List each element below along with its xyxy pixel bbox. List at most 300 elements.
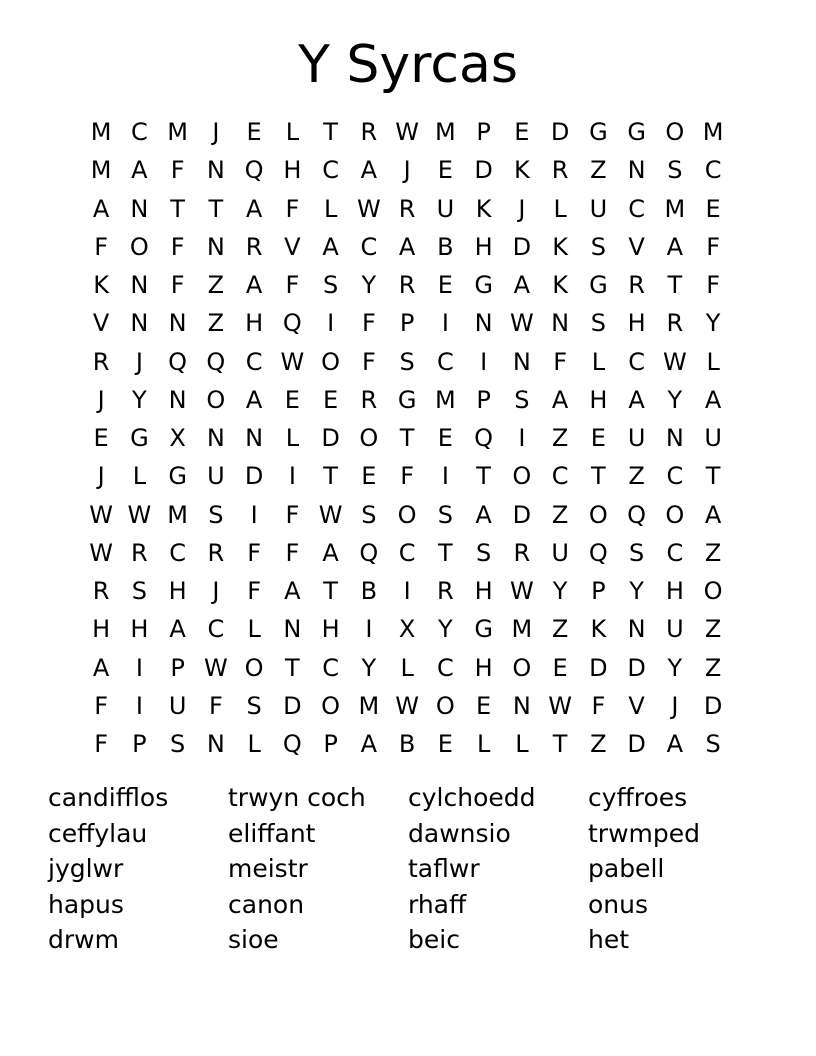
grid-letter: O (321, 347, 341, 376)
grid-letter: M (511, 615, 533, 644)
grid-letter: A (245, 385, 263, 414)
grid-letter: O (206, 385, 226, 414)
grid-letter: U (436, 194, 455, 223)
word-list (48, 780, 788, 958)
word-list-item: beic (408, 925, 460, 954)
grid-letter: A (245, 194, 263, 223)
grid-letter: O (703, 577, 723, 606)
grid-letter: H (245, 309, 264, 338)
grid-letter: T (285, 653, 300, 682)
grid-letter: C (245, 347, 263, 376)
grid-letter: A (322, 232, 339, 261)
grid-letter: C (551, 462, 569, 491)
grid-letter: G (589, 271, 608, 300)
grid-letter: J (97, 385, 105, 414)
word-list-item: meistr (228, 854, 308, 883)
grid-letter: M (358, 691, 380, 720)
grid-letter: N (283, 615, 302, 644)
grid-letter: K (475, 194, 492, 223)
grid-letter: G (627, 118, 646, 147)
word-list-item: sioe (228, 925, 279, 954)
grid-letter: P (476, 118, 491, 147)
grid-letter: D (321, 424, 340, 453)
grid-letter: S (170, 730, 186, 759)
grid-letter: R (360, 118, 378, 147)
grid-letter: H (321, 615, 340, 644)
grid-letter: N (551, 309, 570, 338)
grid-letter: N (130, 194, 149, 223)
grid-letter: N (206, 424, 225, 453)
grid-letter: F (170, 232, 185, 261)
word-list-item: canon (228, 889, 305, 919)
grid-letter: K (514, 156, 530, 185)
grid-letter: L (132, 462, 147, 491)
grid-letter: D (589, 653, 608, 682)
word-list-item: eliffant (228, 818, 316, 848)
grid-letter: N (474, 309, 493, 338)
grid-letter: G (474, 615, 493, 644)
grid-letter: I (403, 577, 411, 606)
grid-letter: O (588, 500, 608, 529)
grid-letter: Z (704, 615, 722, 644)
grid-letter: A (513, 271, 531, 300)
grid-letter: C (322, 156, 339, 185)
grid-letter: J (135, 347, 143, 376)
grid-letter: U (207, 462, 225, 491)
grid-letter: Q (244, 156, 264, 185)
grid-letter: W (548, 691, 572, 720)
grid-letter: R (131, 538, 148, 567)
word-list-item: dawnsio (408, 818, 511, 848)
grid-letter: O (435, 691, 455, 720)
grid-letter: I (365, 615, 373, 644)
grid-letter: F (170, 271, 185, 300)
grid-letter: I (441, 309, 449, 338)
word-list-item: candifflos (48, 783, 169, 812)
grid-letter: R (666, 309, 684, 338)
grid-letter: L (247, 615, 261, 644)
grid-letter: L (706, 347, 720, 376)
grid-letter: C (322, 653, 339, 682)
grid-letter: Q (282, 309, 302, 338)
grid-letter: E (437, 424, 453, 453)
grid-letter: W (89, 500, 113, 529)
grid-letter: N (665, 424, 684, 453)
grid-letter: E (284, 385, 300, 414)
grid-letter: G (168, 462, 187, 491)
grid-letter: B (398, 730, 416, 759)
grid-letter: F (361, 309, 376, 338)
grid-letter: D (550, 118, 570, 147)
grid-letter: W (357, 194, 381, 223)
grid-letter: D (244, 462, 264, 491)
grid-letter: A (131, 156, 148, 185)
grid-letter: J (212, 577, 220, 606)
grid-letter: F (94, 691, 109, 720)
grid-letter: R (245, 232, 263, 261)
grid-letter: Y (361, 271, 377, 300)
grid-letter: N (206, 730, 225, 759)
grid-letter: S (590, 309, 606, 338)
grid-letter: A (398, 232, 416, 261)
grid-letter: A (169, 615, 186, 644)
word-list-item: cyffroes (588, 783, 688, 812)
grid-letter: D (474, 156, 493, 185)
grid-letter: W (318, 500, 343, 529)
grid-letter: F (400, 462, 415, 491)
grid-letter: I (441, 462, 449, 491)
grid-letter: N (206, 156, 225, 185)
grid-letter: O (359, 424, 379, 453)
grid-letter: S (399, 347, 415, 376)
grid-letter: F (591, 691, 606, 720)
grid-letter: C (628, 194, 645, 223)
page-title: Y Syrcas (298, 35, 518, 95)
grid-letter: K (552, 232, 568, 261)
grid-letter: D (703, 691, 723, 720)
grid-letter: N (168, 385, 187, 414)
grid-letter: R (437, 577, 454, 606)
grid-letter: T (476, 462, 491, 491)
grid-letter: F (361, 347, 376, 376)
grid-letter: S (514, 385, 530, 414)
grid-letter: F (247, 538, 262, 567)
grid-letter: L (285, 118, 300, 147)
grid-letter: Y (705, 309, 721, 338)
grid-letter: F (285, 271, 300, 300)
grid-letter: I (288, 462, 296, 491)
grid-letter: C (436, 347, 454, 376)
grid-letter: L (553, 194, 567, 223)
grid-letter: Q (359, 538, 379, 567)
grid-letter: T (323, 462, 338, 491)
grid-letter: B (360, 577, 378, 606)
grid-letter: F (285, 194, 300, 223)
grid-letter: R (398, 271, 416, 300)
grid-letter: H (589, 385, 608, 414)
grid-letter: V (284, 232, 301, 261)
grid-letter: R (398, 194, 416, 223)
grid-letter: G (474, 271, 493, 300)
grid-letter: N (512, 347, 531, 376)
grid-letter: L (400, 653, 414, 682)
grid-letter: Q (474, 424, 494, 453)
grid-letter: N (130, 271, 149, 300)
grid-letter: J (97, 462, 105, 491)
grid-letter: P (170, 653, 185, 682)
grid-letter: A (704, 500, 722, 529)
grid-letter: H (283, 156, 302, 185)
grid-letter: M (90, 156, 112, 185)
grid-letter: H (168, 577, 187, 606)
grid-letter: C (207, 615, 225, 644)
grid-letter: M (167, 118, 188, 147)
grid-letter: O (665, 118, 685, 147)
grid-letter: A (360, 156, 378, 185)
grid-letter: S (437, 500, 453, 529)
grid-letter: U (551, 538, 569, 567)
grid-letter: Z (551, 424, 569, 453)
grid-letter: M (664, 194, 686, 223)
grid-letter: A (284, 577, 301, 606)
grid-letter: N (627, 156, 646, 185)
grid-letter: Y (667, 653, 683, 682)
grid-letter: U (627, 424, 646, 453)
grid-letter: Q (627, 500, 647, 529)
word-list-item: drwm (48, 925, 119, 954)
grid-letter: N (130, 309, 149, 338)
grid-letter: F (247, 577, 262, 606)
grid-letter: O (512, 462, 532, 491)
grid-letter: Z (551, 500, 569, 529)
grid-letter: W (395, 691, 419, 720)
grid-letter: N (206, 232, 225, 261)
word-list-item: hapus (48, 889, 124, 919)
grid-letter: G (397, 385, 417, 414)
grid-letter: U (704, 424, 722, 453)
grid-letter: T (170, 194, 185, 223)
grid-letter: I (480, 347, 488, 376)
grid-letter: N (627, 615, 646, 644)
grid-letter: C (436, 653, 454, 682)
word-list-item: rhaff (408, 889, 467, 919)
grid-letter: O (129, 232, 149, 261)
grid-letter: W (510, 309, 534, 338)
grid-letter: Z (590, 730, 607, 759)
grid-letter: F (208, 691, 223, 720)
grid-letter: H (474, 232, 493, 261)
grid-letter: O (244, 653, 264, 682)
grid-letter: P (591, 577, 606, 606)
grid-letter: C (666, 538, 684, 567)
grid-letter: I (135, 653, 143, 682)
grid-letter: J (671, 691, 679, 720)
grid-letter: V (628, 691, 645, 720)
grid-letter: I (327, 309, 335, 338)
grid-letter: V (628, 232, 645, 261)
grid-letter: S (208, 500, 224, 529)
grid-letter: L (476, 730, 491, 759)
grid-letter: P (132, 730, 147, 759)
grid-letter: D (283, 691, 302, 720)
letter-grid (82, 113, 732, 763)
grid-letter: K (552, 271, 568, 300)
grid-letter: T (552, 730, 568, 759)
grid-letter: X (169, 424, 186, 453)
grid-letter: R (513, 538, 531, 567)
grid-letter: R (207, 538, 225, 567)
grid-letter: V (92, 309, 110, 338)
grid-letter: A (92, 194, 110, 223)
grid-letter: A (551, 385, 569, 414)
word-list-item: taflwr (408, 854, 480, 883)
grid-letter: T (591, 462, 606, 491)
grid-letter: E (323, 385, 339, 414)
grid-letter: R (551, 156, 569, 185)
grid-letter: T (705, 462, 721, 491)
grid-letter: T (399, 424, 415, 453)
grid-letter: N (245, 424, 264, 453)
grid-letter: W (663, 347, 687, 376)
grid-letter: B (437, 232, 454, 261)
grid-letter: S (361, 500, 377, 529)
grid-letter: X (398, 615, 416, 644)
grid-letter: Y (132, 385, 147, 414)
grid-letter: T (667, 271, 683, 300)
grid-letter: L (591, 347, 606, 376)
grid-letter: D (627, 653, 646, 682)
grid-letter: F (553, 347, 568, 376)
grid-letter: S (323, 271, 339, 300)
grid-letter: E (93, 424, 109, 453)
grid-letter: O (665, 500, 685, 529)
grid-letter: L (323, 194, 338, 223)
grid-letter: W (204, 653, 228, 682)
grid-letter: H (130, 615, 149, 644)
grid-letter: O (397, 500, 417, 529)
grid-letter: H (665, 577, 684, 606)
grid-letter: Z (704, 653, 722, 682)
grid-letter: Q (588, 538, 608, 567)
grid-letter: O (321, 691, 341, 720)
grid-letter: H (627, 309, 646, 338)
grid-letter: F (170, 156, 185, 185)
grid-letter: M (90, 118, 112, 147)
grid-letter: W (510, 577, 534, 606)
word-list-item: jyglwr (48, 854, 124, 883)
grid-letter: K (93, 271, 109, 300)
grid-letter: W (395, 118, 419, 147)
grid-letter: G (130, 424, 149, 453)
grid-letter: L (515, 730, 529, 759)
grid-letter: Y (667, 385, 683, 414)
grid-letter: W (89, 538, 113, 567)
grid-letter: S (629, 538, 645, 567)
grid-letter: Q (206, 347, 226, 376)
grid-letter: I (518, 424, 526, 453)
word-list-item: cylchoedd (408, 783, 536, 812)
grid-letter: T (208, 194, 224, 223)
grid-letter: Q (282, 730, 302, 759)
grid-letter: P (476, 385, 491, 414)
grid-letter: S (131, 577, 147, 606)
grid-letter: W (280, 347, 305, 376)
grid-letter: K (590, 615, 607, 644)
grid-letter: M (435, 385, 456, 414)
grid-letter: Y (629, 577, 644, 606)
grid-letter: M (435, 118, 456, 147)
grid-letter: E (552, 653, 568, 682)
grid-letter: Q (168, 347, 188, 376)
grid-letter: D (627, 730, 646, 759)
grid-letter: Z (551, 615, 569, 644)
grid-letter: W (127, 500, 152, 529)
grid-letter: F (94, 232, 109, 261)
grid-letter: S (667, 156, 683, 185)
grid-letter: T (323, 577, 338, 606)
grid-letter: G (589, 118, 608, 147)
grid-letter: E (476, 691, 492, 720)
grid-letter: I (135, 691, 143, 720)
grid-letter: M (167, 500, 188, 529)
grid-letter: A (704, 385, 722, 414)
grid-letter: C (704, 156, 722, 185)
grid-letter: M (702, 118, 724, 147)
grid-letter: A (245, 271, 263, 300)
grid-letter: P (323, 730, 338, 759)
grid-letter: E (437, 271, 453, 300)
grid-letter: S (476, 538, 492, 567)
grid-letter: C (169, 538, 186, 567)
grid-letter: S (246, 691, 262, 720)
grid-letter: U (589, 194, 608, 223)
grid-letter: A (322, 538, 339, 567)
grid-letter: Z (207, 309, 225, 338)
grid-letter: A (666, 232, 684, 261)
grid-letter: E (514, 118, 530, 147)
grid-letter: L (247, 730, 261, 759)
grid-letter: E (361, 462, 377, 491)
grid-letter: H (92, 615, 111, 644)
grid-letter: E (590, 424, 606, 453)
grid-letter: E (705, 194, 721, 223)
grid-letter: U (666, 615, 684, 644)
word-list-item: ceffylau (48, 818, 148, 848)
grid-letter: A (628, 385, 645, 414)
grid-letter: S (705, 730, 721, 759)
grid-letter: Z (628, 462, 645, 491)
grid-letter: S (590, 232, 606, 261)
grid-letter: P (399, 309, 415, 338)
grid-letter: E (437, 156, 453, 185)
grid-letter: F (285, 538, 300, 567)
grid-letter: D (512, 232, 532, 261)
grid-letter: J (518, 194, 526, 223)
grid-letter: I (250, 500, 258, 529)
grid-letter: E (246, 118, 262, 147)
grid-letter: C (130, 118, 148, 147)
grid-letter: A (666, 730, 684, 759)
grid-letter: T (323, 118, 338, 147)
grid-letter: F (706, 271, 721, 300)
grid-letter: J (403, 156, 411, 185)
grid-letter: U (168, 691, 187, 720)
grid-letter: F (706, 232, 721, 261)
grid-letter: O (512, 653, 532, 682)
grid-letter: J (212, 118, 220, 147)
grid-letter: Y (552, 577, 568, 606)
grid-letter: C (628, 347, 645, 376)
grid-letter: A (475, 500, 492, 529)
grid-letter: R (360, 385, 378, 414)
grid-letter: F (285, 500, 300, 529)
grid-letter: T (438, 538, 453, 567)
grid-letter: R (92, 577, 110, 606)
grid-letter: A (92, 653, 110, 682)
grid-letter: Z (704, 538, 722, 567)
grid-letter: C (360, 232, 378, 261)
grid-letter: D (512, 500, 532, 529)
word-list-item: onus (588, 889, 649, 919)
grid-letter: N (168, 309, 187, 338)
word-list-item: het (588, 925, 630, 954)
word-list-item: trwmped (588, 818, 700, 848)
grid-letter: H (474, 577, 493, 606)
grid-letter: R (92, 347, 110, 376)
grid-letter: Y (438, 615, 453, 644)
word-list-item: pabell (588, 854, 665, 883)
grid-letter: R (628, 271, 645, 300)
